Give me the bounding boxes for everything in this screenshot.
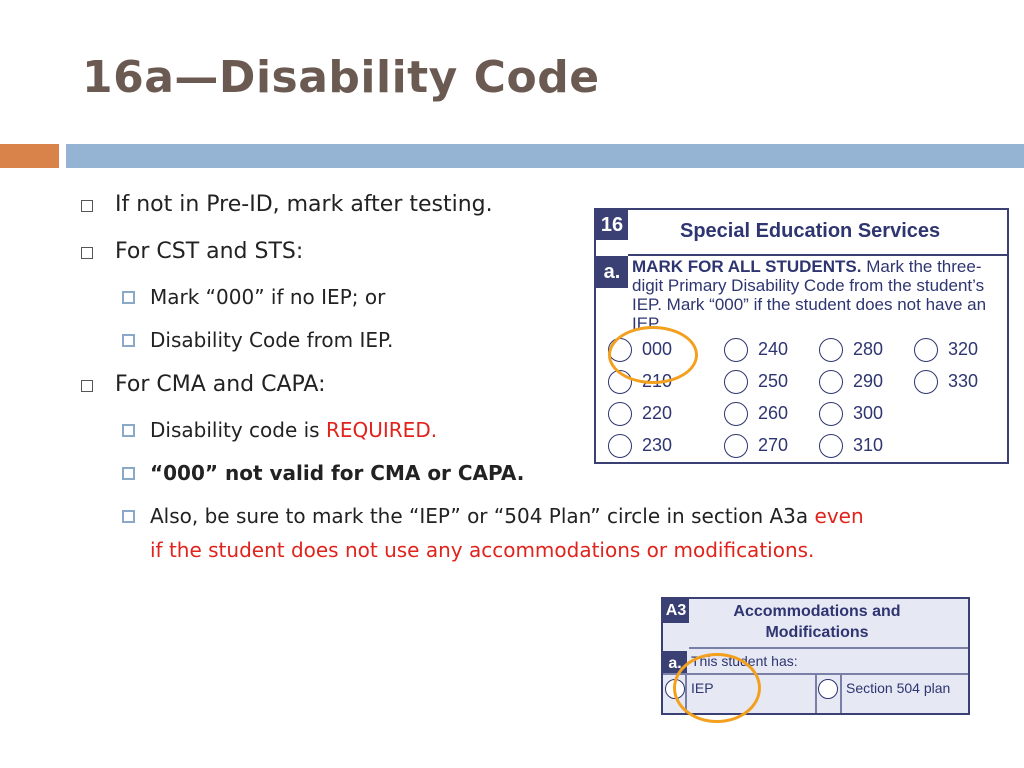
instructions-bold: MARK FOR ALL STUDENTS.	[632, 257, 862, 276]
code-label: 260	[758, 402, 789, 423]
code-label: 320	[948, 338, 979, 359]
square-bullet-icon	[81, 200, 93, 212]
code-label: 310	[853, 434, 884, 455]
code-option	[819, 402, 883, 426]
bullet-pre-id	[115, 192, 493, 217]
radio-circle-icon	[819, 402, 843, 426]
radio-circle-icon	[819, 370, 843, 394]
code-option	[724, 402, 788, 426]
bullet-text: For CST and STS:	[115, 239, 304, 264]
code-option	[819, 338, 883, 362]
bullet-text: Also, be sure to mark the “IEP” or “504 Plan” circle in section A3a	[150, 504, 815, 528]
code-option	[819, 434, 883, 458]
radio-circle-icon	[819, 434, 843, 458]
form-16-excerpt	[594, 208, 1009, 464]
page-title: 16a—Disability Code	[82, 52, 600, 103]
square-bullet-icon	[122, 424, 135, 437]
divider	[815, 674, 817, 713]
instructions-rest: Mark the three-digit Primary Disability Code from the student’s IEP. Mark “000” if the student does not have an IEP.	[632, 257, 987, 333]
radio-circle-icon	[914, 370, 938, 394]
highlight-ellipse-icon	[608, 326, 698, 384]
radio-circle-icon	[608, 402, 632, 426]
code-label: 280	[853, 338, 884, 359]
form-a3-excerpt	[661, 597, 970, 715]
section-number-badge: 16	[596, 210, 628, 240]
code-label: 240	[758, 338, 789, 359]
accent-bar-blue	[66, 144, 1024, 168]
subsection-badge: a.	[663, 651, 687, 675]
radio-circle-icon	[724, 370, 748, 394]
code-label: 000	[642, 338, 673, 359]
code-label: 250	[758, 370, 789, 391]
square-bullet-icon	[122, 291, 135, 304]
code-label: 230	[642, 434, 673, 455]
subbullet-required	[150, 418, 437, 442]
code-label: 220	[642, 402, 673, 423]
subbullet-a3a-reminder-line2: if the student does not use any accommodations or modifications.	[150, 538, 815, 562]
code-label: 330	[948, 370, 979, 391]
square-bullet-icon	[81, 380, 93, 392]
divider	[689, 647, 968, 649]
section-number-badge: A3	[663, 599, 689, 623]
form-prompt: This student has:	[691, 653, 798, 669]
code-label: 300	[853, 402, 884, 423]
bullet-cst-sts	[115, 239, 303, 264]
subbullet-000-not-valid	[150, 461, 524, 485]
bullet-text: Disability code is	[150, 418, 326, 442]
square-bullet-icon	[122, 467, 135, 480]
code-option	[724, 434, 788, 458]
form-instructions	[632, 257, 1004, 333]
bullet-text: For CMA and CAPA:	[115, 372, 326, 397]
radio-circle-icon	[914, 338, 938, 362]
code-option	[914, 338, 978, 362]
code-option	[914, 370, 978, 394]
code-label: 210	[642, 370, 673, 391]
bullet-text: If not in Pre-ID, mark after testing.	[115, 192, 493, 217]
accent-bar-orange	[0, 144, 59, 168]
code-option	[608, 402, 672, 426]
required-emphasis: REQUIRED.	[325, 418, 438, 442]
code-option	[608, 434, 672, 458]
subbullet-a3a-reminder	[150, 504, 864, 528]
divider	[628, 254, 1007, 256]
option-iep-label: IEP	[691, 680, 714, 696]
even-emphasis: even	[814, 504, 864, 528]
bullet-text: Mark “000” if no IEP; or	[150, 285, 386, 309]
option-504-label: Section 504 plan	[846, 680, 951, 696]
code-label: 290	[853, 370, 884, 391]
subsection-badge: a.	[596, 256, 628, 288]
divider	[840, 674, 842, 713]
radio-circle-icon	[724, 434, 748, 458]
subbullet-mark-000	[150, 285, 385, 309]
code-label: 270	[758, 434, 789, 455]
radio-circle-icon	[724, 402, 748, 426]
form-heading: Accommodations and Modifications	[733, 603, 901, 641]
highlight-ellipse-icon	[673, 653, 761, 723]
bullet-cma-capa	[115, 372, 325, 397]
radio-circle-icon	[608, 434, 632, 458]
subbullet-code-from-iep	[150, 328, 393, 352]
form-heading: Special Education Services	[680, 220, 941, 242]
code-option	[724, 338, 788, 362]
bullet-text: Disability Code from IEP.	[150, 328, 394, 352]
radio-circle-icon	[724, 338, 748, 362]
code-option	[819, 370, 883, 394]
radio-circle-icon	[818, 679, 838, 699]
radio-circle-icon	[819, 338, 843, 362]
code-option	[724, 370, 788, 394]
bullet-text: “000” not valid for CMA or CAPA.	[150, 461, 525, 485]
square-bullet-icon	[122, 510, 135, 523]
square-bullet-icon	[122, 334, 135, 347]
square-bullet-icon	[81, 247, 93, 259]
